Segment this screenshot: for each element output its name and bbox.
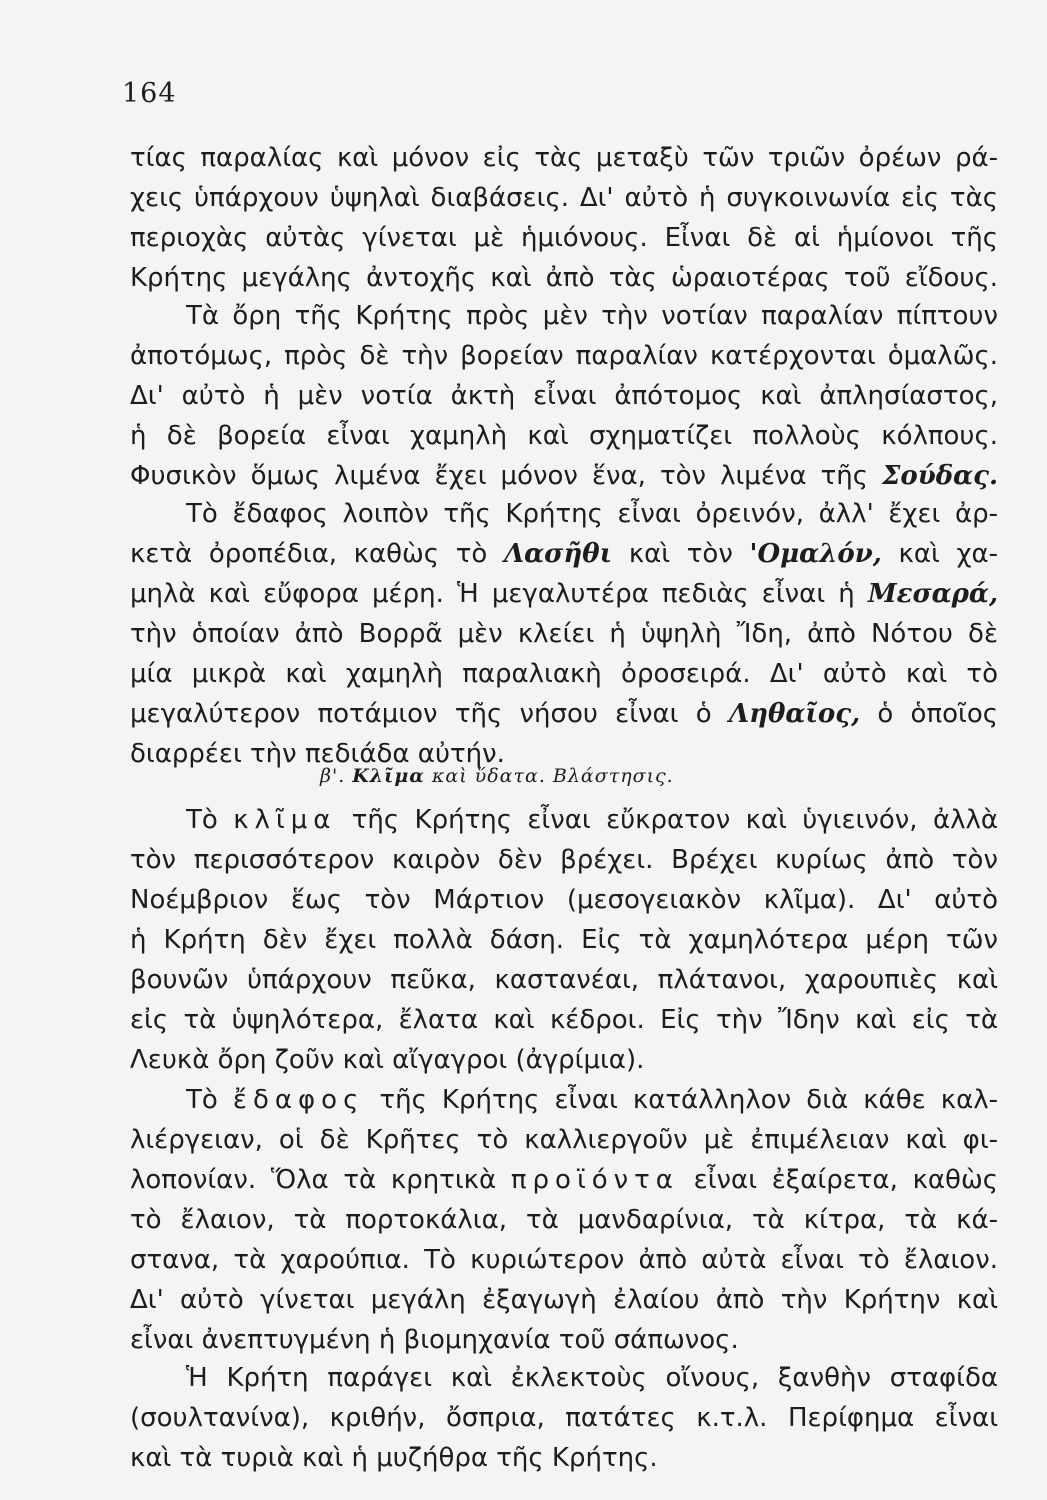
text-segment: Φυσικὸν ὅμως λιμένα ἔχει μόνον ἕνα, τὸν λιμένα τῆς: [130, 461, 882, 491]
text-line: διαρρέει τὴν πεδιάδα αὐτήν.: [130, 739, 505, 769]
text-line: [130, 456, 998, 496]
text-line: καὶ τὰ τυριὰ καὶ ἡ μυζήθρα τῆς Κρήτης.: [130, 1443, 658, 1473]
emphasis-place-name: Ληθαῖος,: [728, 699, 861, 729]
text-line: τὸν περισσότερον καιρὸν δὲν βρέχει. Βρέχει κυρίως ἀπὸ τὸν: [130, 845, 998, 875]
text-segment: ὁ ὁποῖος: [860, 699, 998, 729]
text-segment: μηλὰ καὶ εὔφορα μέρη. Ἡ μεγαλυτέρα πεδιὰς εἶναι ἡ: [130, 579, 868, 609]
text-line: Δι' αὐτὸ γίνεται μεγάλη ἐξαγωγὴ ἐλαίου ἀπὸ τὴν Κρήτην καὶ: [130, 1285, 998, 1315]
text-line: [130, 534, 998, 574]
text-line: στανα, τὰ χαρούπια. Τὸ κυριώτερον ἀπὸ αὐτὰ εἶναι τὸ ἔλαιον.: [130, 1245, 998, 1275]
text-line: Τὰ ὄρη τῆς Κρήτης πρὸς μὲν τὴν νοτίαν παραλίαν πίπτουν: [186, 301, 998, 331]
text-line: μία μικρὰ καὶ χαμηλὴ παραλιακὴ ὀροσειρά. Δι' αὐτὸ καὶ τὸ: [130, 659, 998, 689]
text-line: Ἡ Κρήτη παράγει καὶ ἐκλεκτοὺς οἴνους, ξανθὴν σταφίδα: [186, 1363, 998, 1393]
text-line: τίας παραλίας καὶ μόνον εἰς τὰς μεταξὺ τῶν τριῶν ὀρέων ρά-: [130, 143, 998, 173]
text-line: Τὸ ἔδαφος λοιπὸν τῆς Κρήτης εἶναι ὀρεινόν, ἀλλ' ἔχει ἀρ-: [186, 499, 998, 529]
section-title-part: καὶ ὕδατα.: [424, 765, 553, 787]
text-line: τὴν ὁποίαν ἀπὸ Βορρᾶ μὲν κλείει ἡ ὑψηλὴ Ἴδη, ἀπὸ Νότου δὲ: [130, 619, 998, 649]
text-line: [130, 694, 998, 734]
emphasis-place-name: 'Ομαλόν,: [749, 539, 882, 569]
section-title-part: Βλάστησις.: [552, 765, 674, 787]
text-segment: κετὰ ὀροπέδια, καθὼς τὸ: [130, 539, 504, 569]
text-line: [186, 800, 998, 840]
spaced-term: ἔδαφος: [232, 1085, 365, 1115]
text-segment: Τὸ: [186, 1085, 233, 1115]
text-segment: καὶ χα-: [881, 539, 998, 569]
text-segment: μεγαλύτερον ποτάμιον τῆς νήσου εἶναι ὁ: [130, 699, 729, 729]
spaced-term: κλῖμα: [233, 805, 337, 835]
text-line: λιέργειαν, οἱ δὲ Κρῆτες τὸ καλλιεργοῦν μὲ ἐπιμέλειαν καὶ φι-: [130, 1125, 998, 1155]
text-segment: καὶ τὸν: [612, 539, 750, 569]
emphasis-place-name: Σούδας.: [882, 461, 998, 491]
text-segment: τῆς Κρήτης εἶναι εὔκρατον καὶ ὑγιεινόν, ἀλλὰ: [336, 805, 998, 835]
page-number: 164: [122, 78, 177, 109]
text-line: Νοέμβριον ἕως τὸν Μάρτιον (μεσογειακὸν κλῖμα). Δι' αὐτὸ: [130, 885, 998, 915]
text-line: εἶναι ἀνεπτυγμένη ἡ βιομηχανία τοῦ σάπωνος.: [130, 1325, 739, 1355]
text-line: [186, 1080, 998, 1120]
text-line: Κρήτης μεγάλης ἀντοχῆς καὶ ἀπὸ τὰς ὡραιοτέρας τοῦ εἴδους.: [130, 263, 998, 293]
text-line: βουνῶν ὑπάρχουν πεῦκα, καστανέαι, πλάτανοι, χαρουπιὲς καὶ: [130, 965, 998, 995]
text-segment: τῆς Κρήτης εἶναι κατάλληλον διὰ κάθε καλ-: [364, 1085, 998, 1115]
text-line: ἡ δὲ βορεία εἶναι χαμηλὴ καὶ σχηματίζει πολλοὺς κόλπους.: [130, 421, 998, 451]
text-line: (σουλτανίνα), κριθήν, ὄσπρια, πατάτες κ.τ.λ. Περίφημα εἶναι: [130, 1403, 998, 1433]
text-line: ἀποτόμως, πρὸς δὲ τὴν βορείαν παραλίαν κατέρχονται ὁμαλῶς.: [130, 341, 998, 371]
text-line: Δι' αὐτὸ ἡ μὲν νοτία ἀκτὴ εἶναι ἀπότομος καὶ ἀπλησίαστος,: [130, 381, 998, 411]
text-segment: λοπονίαν. Ὅλα τὰ κρητικὰ: [130, 1165, 511, 1195]
text-line: ἡ Κρήτη δὲν ἔχει πολλὰ δάση. Εἰς τὰ χαμηλότερα μέρη τῶν: [130, 925, 998, 955]
section-number: β'.: [320, 765, 346, 787]
section-heading: [320, 758, 840, 794]
text-line: Λευκὰ ὄρη ζοῦν καὶ αἴγαγροι (ἀγρίμια).: [130, 1045, 645, 1075]
text-line: χεις ὑπάρχουν ὑψηλαὶ διαβάσεις. Δι' αὐτὸ ἡ συγκοινωνία εἰς τὰς: [130, 183, 998, 213]
text-line: περιοχὰς αὐτὰς γίνεται μὲ ἡμιόνους. Εἶναι δὲ αἱ ἡμίονοι τῆς: [130, 223, 998, 253]
text-line: εἰς τὰ ὑψηλότερα, ἔλατα καὶ κέδροι. Εἰς τὴν Ἴδην καὶ εἰς τὰ: [130, 1005, 998, 1035]
text-line: [130, 574, 998, 614]
section-title-part: Κλῖμα: [352, 765, 425, 787]
spaced-term: προϊόντα: [510, 1165, 679, 1195]
text-segment: εἶναι ἐξαίρετα, καθὼς: [678, 1165, 998, 1195]
text-segment: Τὸ: [186, 805, 234, 835]
emphasis-place-name: Λασῆθι: [503, 539, 613, 569]
text-line: [130, 1160, 998, 1200]
emphasis-place-name: Μεσαρά,: [867, 579, 998, 609]
text-line: τὸ ἔλαιον, τὰ πορτοκάλια, τὰ μανδαρίνια, τὰ κίτρα, τὰ κά-: [130, 1205, 998, 1235]
